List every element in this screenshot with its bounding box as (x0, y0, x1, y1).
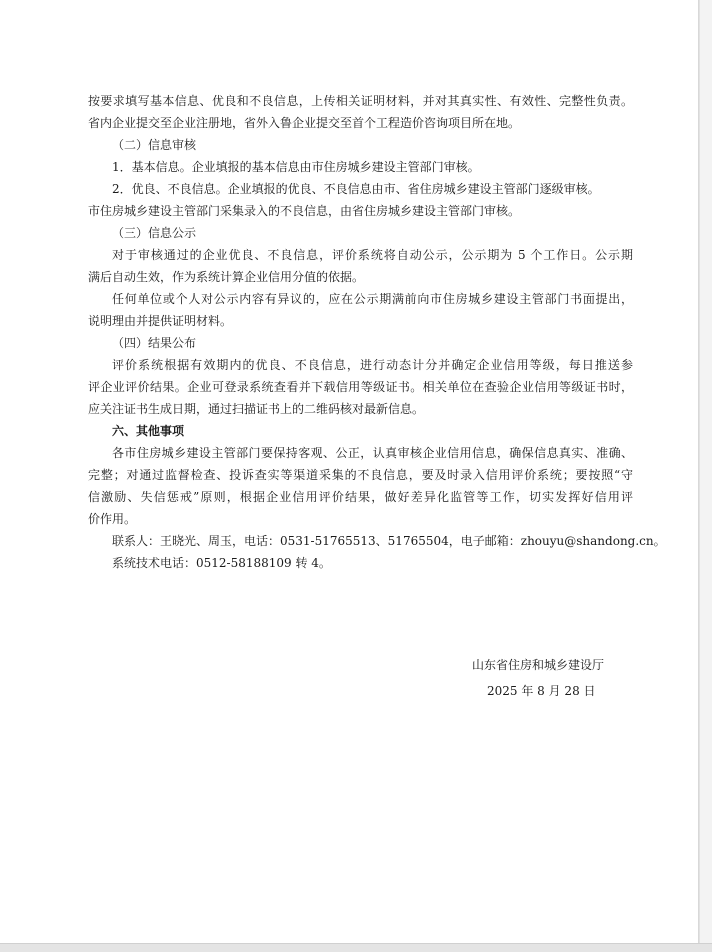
body-line-4: 1．基本信息。企业填报的基本信息由市住房城乡建设主管部门审核。 (112, 160, 480, 174)
section-heading-info-publicity: （三）信息公示 (112, 226, 197, 240)
section-heading-other-matters: 六、其他事项 (112, 424, 185, 438)
body-line-17: 各市住房城乡建设主管部门要保持客观、公正，认真审核企业信用信息，确保信息真实、准确、 (112, 446, 633, 460)
body-line-5: 2．优良、不良信息。企业填报的优良、不良信息由市、省住房城乡建设主管部门逐级审核。 (112, 182, 600, 196)
body-line-2: 省内企业提交至企业注册地，省外入鲁企业提交至首个工程造价咨询项目所在地。 (88, 116, 521, 130)
issue-date: 2025 年 8 月 28 日 (487, 684, 596, 698)
horizontal-scrollbar[interactable] (0, 943, 712, 952)
body-line-13: 评价系统根据有效期内的优良、不良信息，进行动态计分并确定企业信用等级，每日推送参 (112, 358, 633, 372)
tech-support-line: 系统技术电话：0512-58188109 转 4。 (112, 556, 331, 570)
body-line-1: 按要求填写基本信息、优良和不良信息，上传相关证明材料，并对其真实性、有效性、完整性负责。 (88, 94, 633, 108)
section-heading-info-review: （二）信息审核 (112, 138, 197, 152)
issuing-organization: 山东省住房和城乡建设厅 (472, 658, 605, 672)
body-line-9: 满后自动生效，作为系统计算企业信用分值的依据。 (88, 270, 365, 284)
body-line-11: 说明理由并提供证明材料。 (88, 314, 233, 328)
body-line-18: 完整；对通过监督检查、投诉查实等渠道采集的不良信息，要及时录入信用评价系统；要按照“守 (88, 468, 633, 482)
body-line-20: 价作用。 (88, 512, 137, 526)
vertical-scrollbar[interactable] (699, 0, 712, 944)
body-line-6: 市住房城乡建设主管部门采集录入的不良信息，由省住房城乡建设主管部门审核。 (88, 204, 521, 218)
body-line-10: 任何单位或个人对公示内容有异议的，应在公示期满前向市住房城乡建设主管部门书面提出， (112, 292, 633, 306)
body-line-19: 信激励、失信惩戒”原则，根据企业信用评价结果，做好差异化监管等工作，切实发挥好信用评 (88, 490, 633, 504)
body-line-15: 应关注证书生成日期，通过扫描证书上的二维码核对最新信息。 (88, 402, 425, 416)
document-body (88, 90, 666, 574)
contact-line: 联系人：王晓光、周玉，电话：0531-51765513、51765504，电子邮箱：zhouyu@shandong.cn。 (112, 534, 666, 548)
signature-block (472, 652, 604, 704)
section-heading-result-release: （四）结果公布 (112, 336, 197, 350)
body-line-8: 对于审核通过的企业优良、不良信息，评价系统将自动公示，公示期为 5 个工作日。公示期 (112, 248, 633, 262)
body-line-14: 评企业评价结果。企业可登录系统查看并下载信用等级证书。相关单位在查验企业信用等级证书时， (88, 380, 633, 394)
